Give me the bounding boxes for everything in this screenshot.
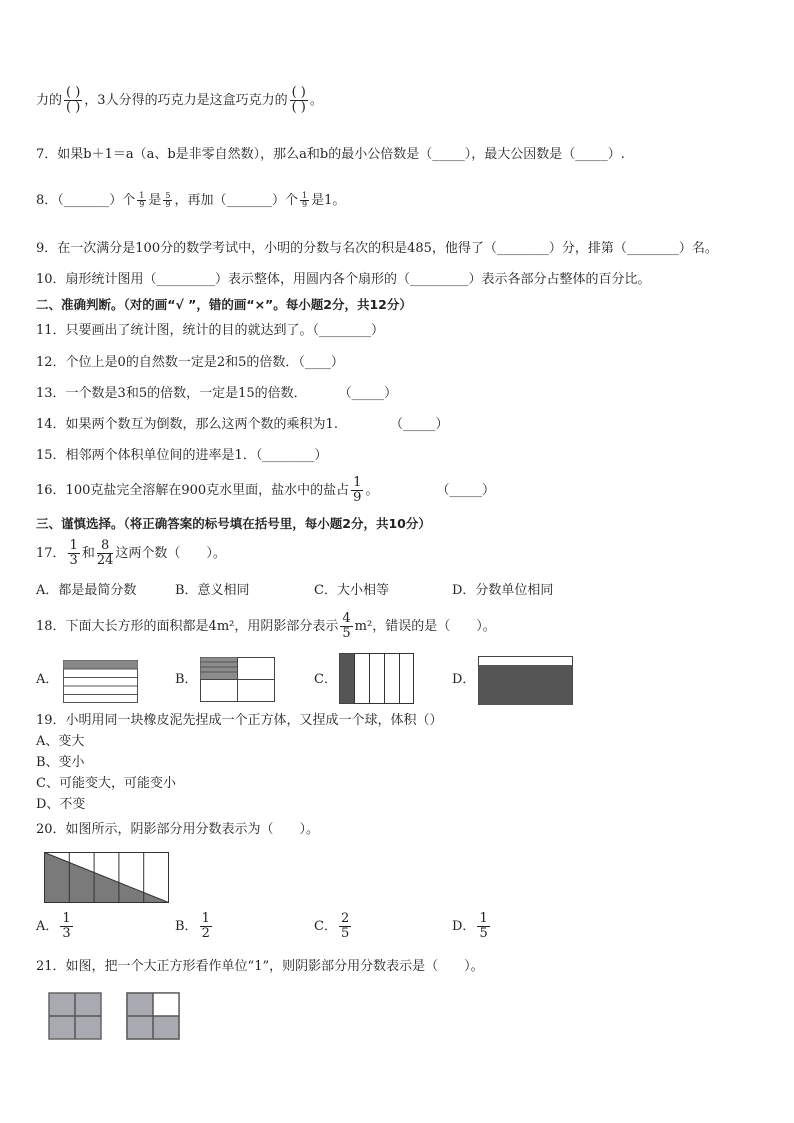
q18-label-d: D．: [452, 672, 476, 687]
q6-fraction-blank-2: $\frac{( )}{( )}$: [291, 85, 306, 115]
question-21: 21．如图，把一个大正方形看作单位“1”，则阴影部分用分数表示是（ ）。: [36, 959, 484, 974]
question-14: 14．如果两个数互为倒数，那么这两个数的乘积为1. （_____）: [36, 417, 449, 432]
question-16: 16．100克盐完全溶解在900克水里面，盐水中的盐占 $\frac{1}{9}$ 。 （_____）: [36, 475, 495, 505]
q17-option-c: C．大小相等: [314, 583, 389, 598]
question-10: 10．扇形统计图用（_________）表示整体，用圆内各个扇形的（_________）表示各部分占整体的百分比。: [36, 272, 651, 287]
q18-label-b: B．: [175, 672, 198, 687]
q19-option-d: D、不变: [36, 797, 86, 812]
q17-option-b: B．意义相同: [175, 583, 250, 598]
question-12: 12．个位上是0的自然数一定是2和5的倍数．（____）: [36, 355, 344, 370]
section-3-heading: 三、谨慎选择。（将正确答案的标号填在括号里，每小题2分，共10分）: [36, 516, 431, 531]
q18-fraction: $\frac{4}{5}$: [342, 611, 351, 641]
q6-mid: ，3人分得的巧克力是这盒巧克力的: [84, 93, 288, 108]
section-2-heading: 二、准确判断。（对的画“√ ”，错的画“×”。每小题2分，共12分）: [36, 297, 412, 312]
q18-figure-d: [478, 656, 574, 706]
q20-option-a: A． $\frac{1}{3}$: [36, 911, 71, 941]
question-7: 7．如果b＋1＝a（a、b是非零自然数），那么a和b的最小公倍数是（_____），最大公因数是（_____）.: [36, 147, 625, 162]
q18-label-c: C．: [314, 672, 337, 687]
q18-figure-b: [200, 657, 276, 703]
q18-label-a: A．: [36, 672, 59, 687]
question-8: 8．（_______）个 $\frac{1}{9}$ 是 $\frac{5}{9}$ ，再加（_______）个 $\frac{1}{9}$ 是1。: [36, 191, 346, 209]
q8-fraction-3: $\frac{1}{9}$: [302, 191, 308, 209]
q17-fraction-1: $\frac{1}{3}$: [69, 538, 78, 568]
question-19: 19．小明用同一块橡皮泥先捏成一个正方体，又捏成一个球，体积（）: [36, 713, 443, 728]
q20-option-b: B． $\frac{1}{2}$: [175, 911, 210, 941]
q21-figure-1: [48, 992, 102, 1040]
q8-fraction-2: $\frac{5}{9}$: [165, 191, 171, 209]
q21-figure-2: [126, 992, 180, 1040]
q17-fraction-2: $\frac{8}{24}$: [96, 538, 114, 568]
q8-fraction-1: $\frac{1}{9}$: [139, 191, 145, 209]
q14-answer-blank: （_____）: [389, 417, 449, 432]
q16-answer-blank: （_____）: [436, 483, 495, 498]
q20-option-c: C． $\frac{2}{5}$: [314, 911, 350, 941]
question-20: 20．如图所示，阴影部分用分数表示为（ ）。: [36, 822, 320, 837]
q19-option-a: A、变大: [36, 734, 85, 749]
q18-figure-a: [63, 660, 139, 704]
question-15: 15．相邻两个体积单位间的进率是1．（________）: [36, 448, 328, 463]
question-17: 17． $\frac{1}{3}$ 和 $\frac{8}{24}$ 这两个数（ ）。: [36, 538, 226, 568]
q6-prefix: 力的: [36, 93, 63, 108]
question-9: 9．在一次满分是100分的数学考试中，小明的分数与名次的积是485，他得了（________）分，排第（________）名。: [36, 241, 718, 256]
question-11: 11．只要画出了统计图，统计的目的就达到了。（________）: [36, 323, 385, 338]
q6-fraction-blank-1: $\frac{( )}{( )}$: [66, 85, 81, 115]
q17-option-d: D．分数单位相同: [452, 583, 554, 598]
q16-fraction: $\frac{1}{9}$: [353, 475, 362, 505]
question-18: 18．下面大长方形的面积都是4m²，用阴影部分表示 $\frac{4}{5}$ m²，错误的是（ ）。: [36, 611, 496, 641]
question-6-tail: 力的 $\frac{( )}{( )}$ ，3人分得的巧克力是这盒巧克力的 $\frac{( )}{( )}$ 。: [36, 85, 323, 115]
q17-option-a: A．都是最简分数: [36, 583, 137, 598]
q20-option-d: D． $\frac{1}{5}$: [452, 911, 488, 941]
q18-figure-c: [339, 653, 415, 705]
question-13: 13．一个数是3和5的倍数，一定是15的倍数． （_____）: [36, 386, 398, 401]
q13-answer-blank: （_____）: [338, 386, 398, 401]
q20-figure: [44, 852, 170, 904]
q19-option-b: B、变小: [36, 755, 85, 770]
q19-option-c: C、可能变大，可能变小: [36, 776, 176, 791]
